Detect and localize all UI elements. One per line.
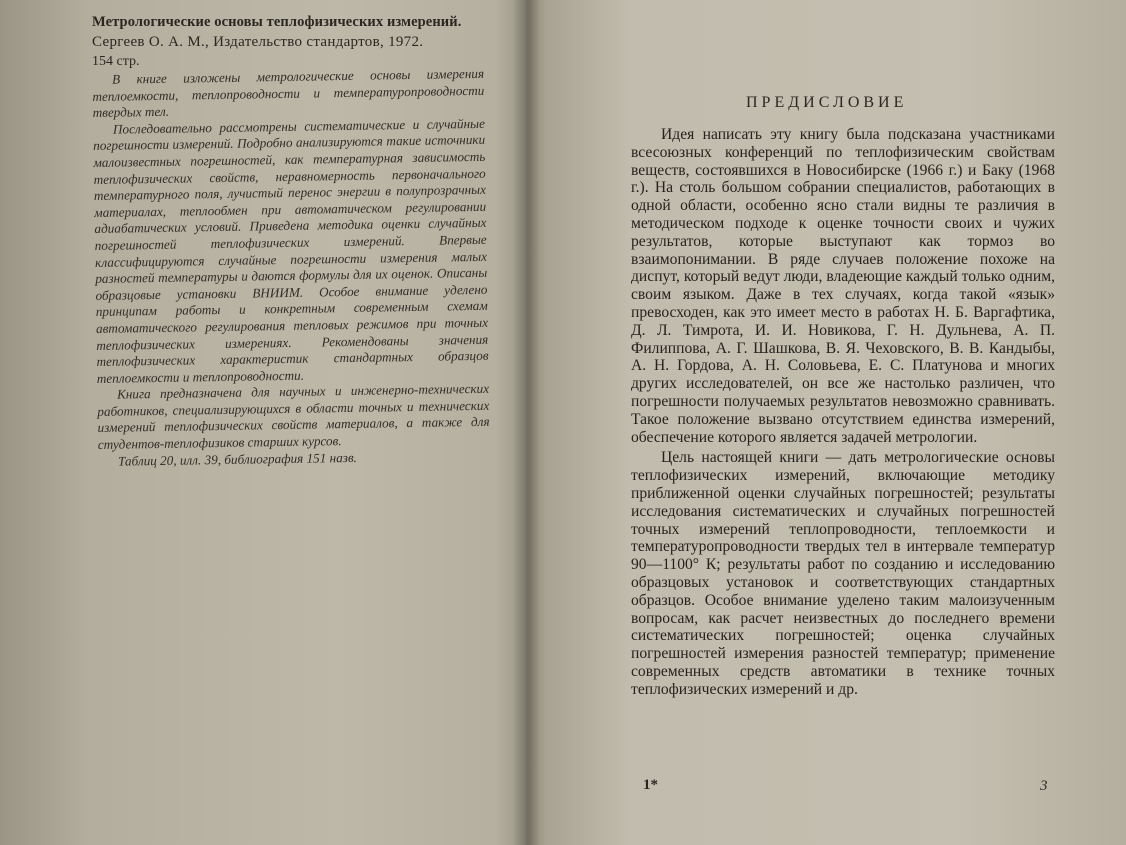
author-line: Сергеев О. А. М., Издательство стандартов, 1972. <box>92 34 424 50</box>
preface-heading: ПРЕДИСЛОВИЕ <box>746 94 908 111</box>
preface-paragraph: Цель настоящей книги — дать метрологические основы теплофизических измерений, включающие методику приближенной оценки случайных погрешностей; результаты исследования систематических и случайных погрешностей точных измерений теплопроводности, теплоемкости и температуропроводности твердых тел в интервале температур 90—1100° К; результаты работ по созданию и исследованию образцовых установок и соответствующих стандартных образцов. Особое внимание уделено таким малоизученным вопросам, как расчет неизвестных до последнего времени систематических погрешностей; оценка случайных погрешностей измерения разностей температур; применение современных средств автоматики в технике точных теплофизических измерений и др. <box>631 449 1055 698</box>
page-number: 3 <box>1040 778 1048 794</box>
abstract-paragraph: В книге изложены метрологические основы измерения теплоемкости, теплопроводности и температуропроводности твердых тел. <box>92 65 485 121</box>
book-title: Метрологические основы теплофизических измерений. <box>92 14 462 30</box>
abstract-tail: Таблиц 20, илл. 39, библиография 151 назв. <box>117 449 358 469</box>
bibliographic-entry <box>92 12 507 72</box>
signature-mark: 1* <box>643 777 658 793</box>
page-count: 154 стр. <box>92 54 140 69</box>
abstract <box>92 66 490 470</box>
preface-body <box>631 126 1055 699</box>
preface-paragraph: Идея написать эту книгу была подсказана участниками всесоюзных конференций по теплофизическим свойствам веществ, состоявшихся в Новосибирске (1966 г.) и Баку (1968 г.). На столь большом собрании специалистов, работающих в одной области, особенно ясно стали видны те различия в методическом подходе к оценке точности своих и чужих результатов, которые выступают как тормоз во взаимопонимании. В ряде случаев положение похоже на диспут, который ведут люди, владеющие каждый только одним, своим языком. Даже в тех случаях, когда такой «язык» превосходен, как это имеет место в работах Н. Б. Варгафтика, Д. Л. Тимрота, И. И. Новикова, Г. Н. Дульнева, А. П. Филиппова, А. Г. Шашкова, В. Я. Чеховского, В. В. Кандыбы, А. Н. Гордова, А. Н. Соловьева, Е. С. Платунова и многих других исследователей, он все же настолько различен, что погрешности получаемых результатов невозможно сравнивать. Такое положение вызвано отсутствием единства измерений, обеспечение которого является задачей метрологии. <box>631 126 1055 446</box>
abstract-paragraph: Книга предназначена для научных и инженерно-технических работников, специализирующихся в области точных и технических измерений теплофизических свойств материалов, а также для студентов-теплофизиков старших курсов. <box>97 381 490 453</box>
left-page <box>0 0 520 845</box>
abstract-paragraph: Последовательно рассмотрены систематические и случайные погрешности измерений. Подробно анализируются такие источники малоизвестных погрешностей, как температурная зависимость теплофизических свойств, неравномерность первоначального температурного поля, лучистый перенос энергии в полупрозрачных материалах, теплообмен при автоматическом регулировании адиабатических условий. Приведена методика оценки случайных погрешностей теплофизических измерений. Впервые классифицируются случайные погрешности измерения малых разностей температуры и даются формулы для их оценок. Описаны образцовые установки ВНИИМ. Особое внимание уделено принципам работы и конкретным современным схемам автоматического регулирования тепловых режимов при точных теплофизических измерениях. Рекомендованы значения теплофизических характеристик стандартных образцов теплоемкости и теплопроводности. <box>93 115 489 386</box>
